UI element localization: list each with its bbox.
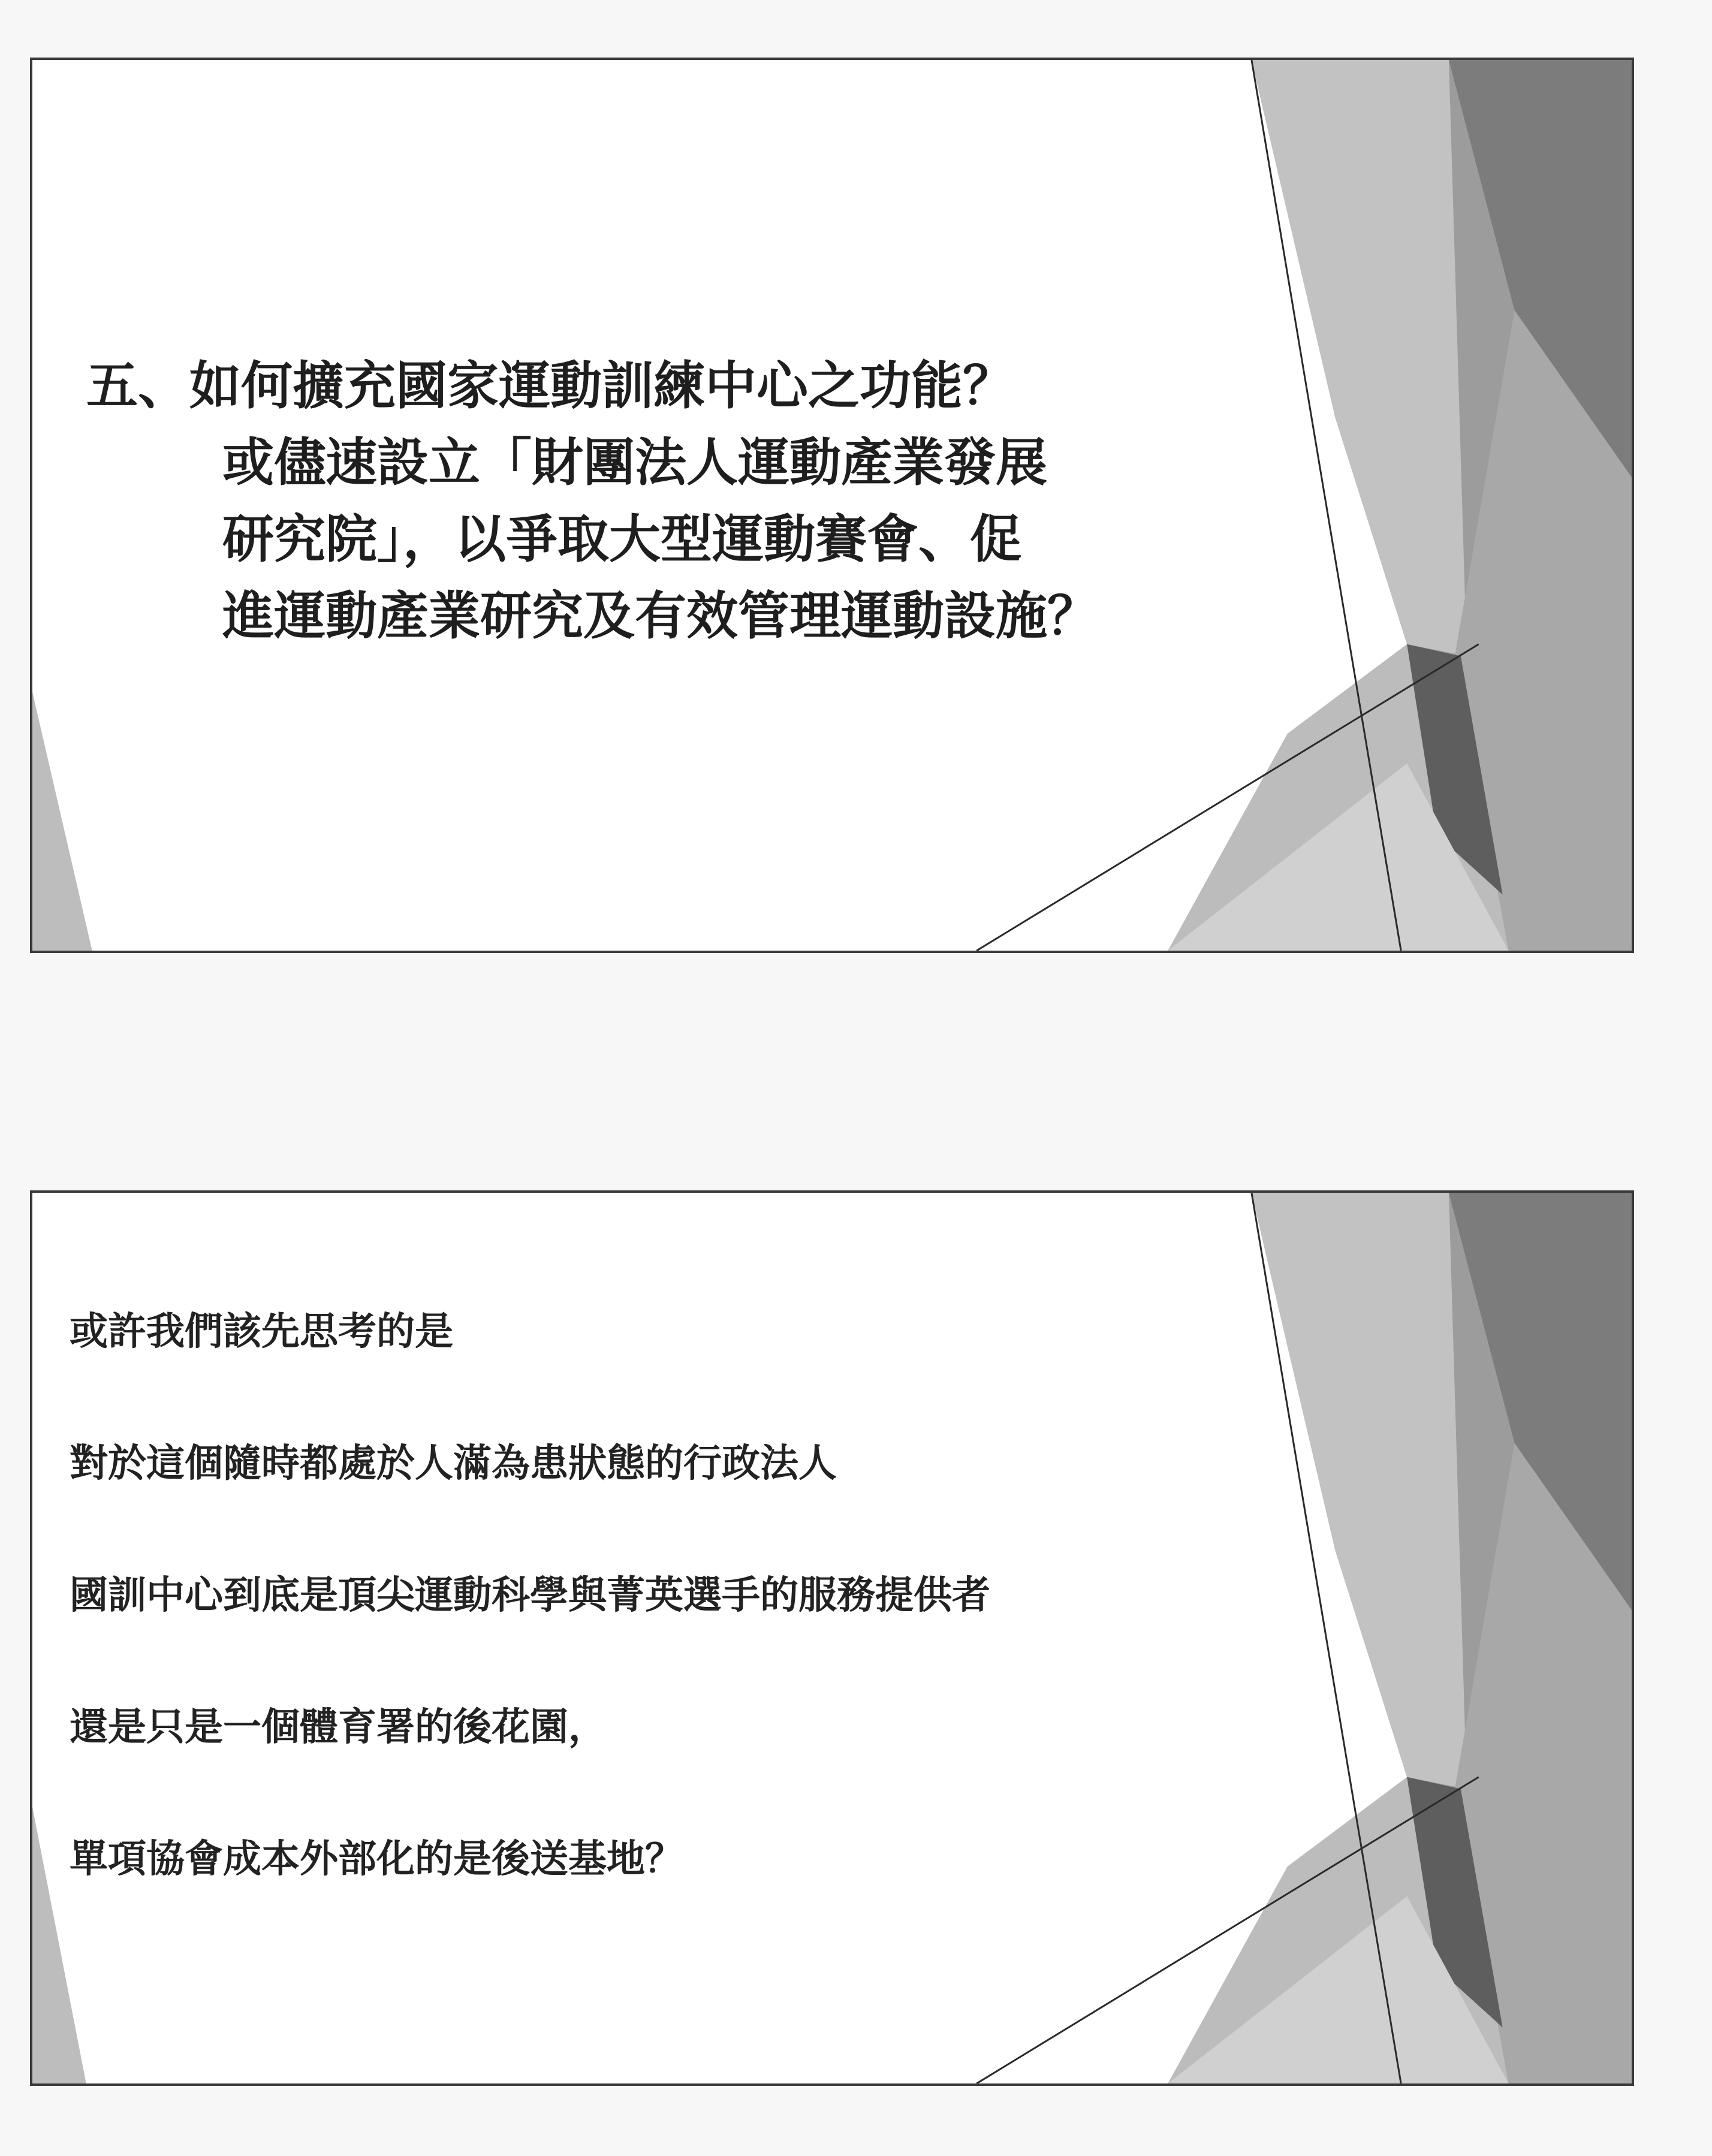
title-line-4: 進運動產業研究及有效管理運動設施？ <box>222 586 1099 646</box>
slide-2 <box>30 1190 1634 2086</box>
title-line-2: 或儘速設立「財團法人運動產業發展 <box>222 433 1047 493</box>
slide-title <box>86 348 1099 655</box>
body-line-5: 單項協會成本外部化的是後送基地？ <box>70 1837 683 1881</box>
title-line-3: 研究院」，以爭取大型運動賽會、促 <box>222 509 1021 569</box>
slide-body <box>70 1301 990 1960</box>
body-line-3: 國訓中心到底是頂尖運動科學與菁英選手的服務提供者 <box>70 1573 990 1618</box>
slide-1 <box>30 58 1634 953</box>
title-line-1: 五、如何擴充國家運動訓練中心之功能？ <box>86 356 1014 416</box>
body-line-2: 對於這個隨時都處於人滿為患狀態的行政法人 <box>70 1442 837 1486</box>
body-line-1: 或許我們該先思考的是 <box>70 1310 453 1354</box>
body-line-4: 還是只是一個體育署的後花園， <box>70 1705 607 1750</box>
